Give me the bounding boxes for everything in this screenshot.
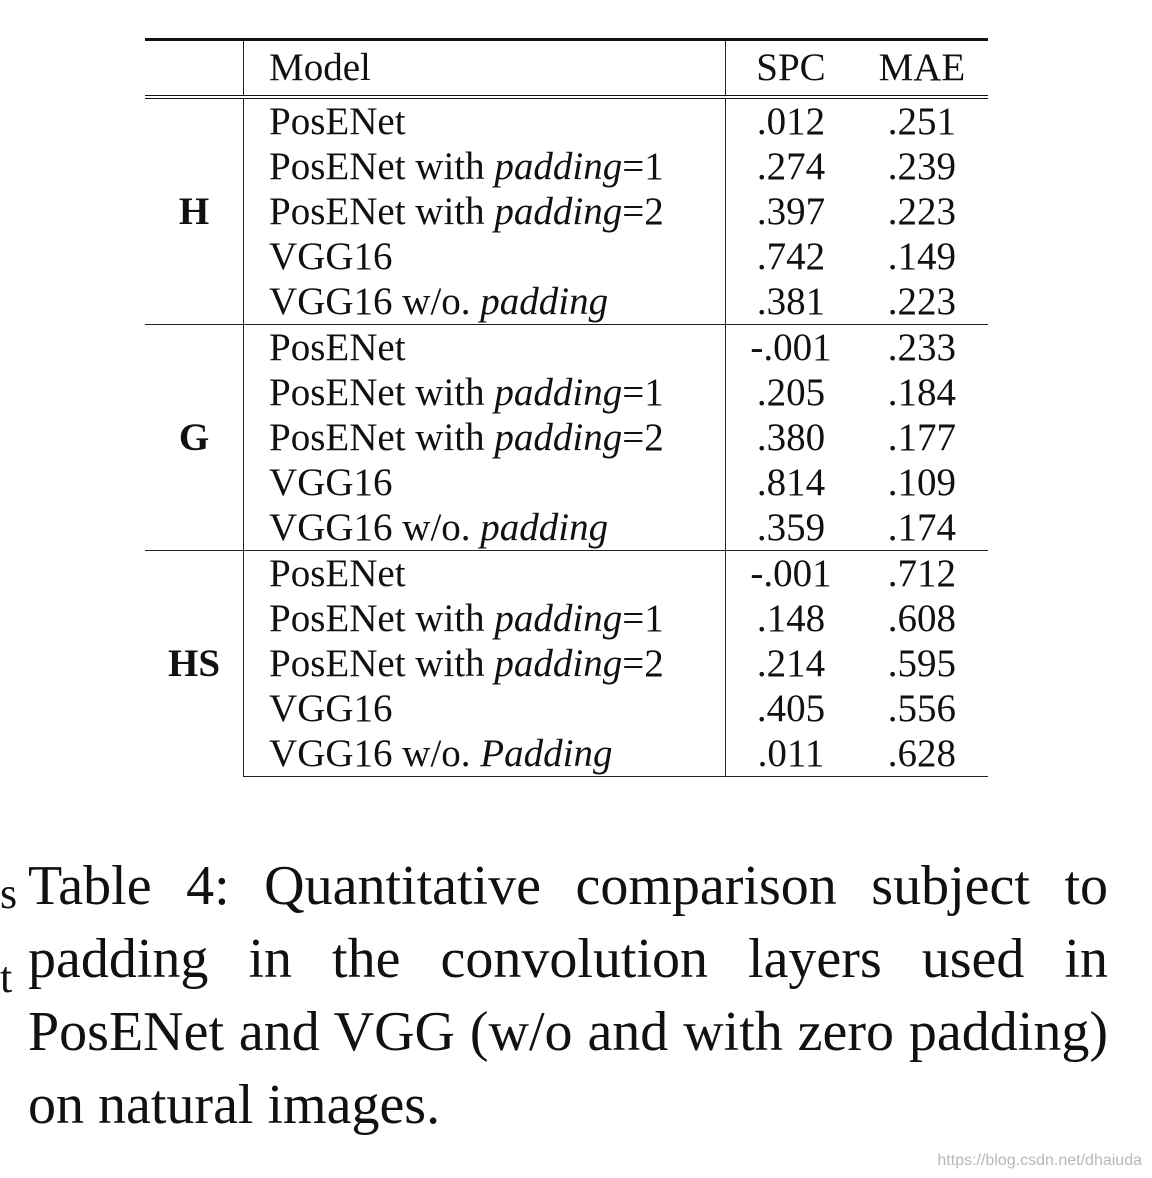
model-italic-term: padding [480, 506, 609, 549]
group-label: G [145, 325, 244, 551]
table-row [145, 325, 988, 371]
mae-value: .184 [887, 371, 957, 414]
spc-value: .381 [756, 280, 826, 323]
spc-value: .214 [756, 642, 826, 685]
watermark: https://blog.csdn.net/dhaiuda [937, 1152, 1142, 1169]
mae-value: .233 [856, 325, 988, 371]
model-name: PosENet with [269, 416, 495, 459]
model-cell [244, 144, 726, 189]
model-suffix: =1 [622, 371, 664, 414]
group-h [145, 97, 988, 325]
model-name: PosENet with [269, 597, 495, 640]
spc-value: .011 [726, 731, 856, 777]
model-cell [244, 596, 726, 641]
results-table-container [145, 38, 988, 777]
table-row [145, 144, 988, 189]
model-italic-term: padding [494, 371, 623, 414]
table-caption: Table 4: Quantitative comparison subject to padding in the convolution layers used in PosENet and VGG (w/o and with zero padding) on natural images. [28, 855, 1108, 1136]
model-cell [244, 325, 726, 371]
table-row [145, 234, 988, 279]
table-row [145, 415, 988, 460]
spc-value: .397 [756, 190, 826, 233]
mae-value: .251 [856, 97, 988, 144]
spc-value: .205 [756, 371, 826, 414]
group-g [145, 325, 988, 551]
model-cell [244, 97, 726, 144]
group-label: H [145, 97, 244, 325]
model-cell [244, 686, 726, 731]
mae-value: .174 [887, 506, 957, 549]
model-cell [244, 279, 726, 325]
spc-value: .742 [756, 235, 826, 278]
header-model: Model [244, 40, 726, 98]
model-italic-term: padding [494, 190, 623, 233]
results-table [145, 38, 988, 777]
spc-value: .380 [756, 416, 826, 459]
model-italic-term: padding [480, 280, 609, 323]
mae-value: .595 [887, 642, 957, 685]
mae-value: .712 [856, 551, 988, 597]
table-row [145, 279, 988, 325]
mae-value: .608 [887, 597, 957, 640]
mae-value: .177 [887, 416, 957, 459]
spc-value: .012 [726, 97, 856, 144]
mae-value: .239 [887, 145, 957, 188]
table-header-row [145, 40, 988, 98]
model-name: VGG16 w/o. [269, 506, 481, 549]
model-cell [244, 505, 726, 551]
model-cell [244, 641, 726, 686]
spc-value: -.001 [726, 551, 856, 597]
table-row [145, 551, 988, 597]
model-name: VGG16 [269, 461, 393, 504]
table-row [145, 686, 988, 731]
table-row [145, 641, 988, 686]
table-row [145, 460, 988, 505]
model-name: PosENet [269, 326, 406, 369]
model-italic-term: Padding [480, 732, 613, 775]
group-hs [145, 551, 988, 777]
spc-value: .405 [756, 687, 826, 730]
model-cell [244, 551, 726, 597]
spc-value: .814 [756, 461, 826, 504]
spc-value: -.001 [726, 325, 856, 371]
spc-value: .148 [756, 597, 826, 640]
model-cell [244, 731, 726, 777]
model-suffix: =1 [622, 145, 664, 188]
model-suffix: =2 [622, 416, 664, 459]
margin-fragment-1: s [0, 869, 18, 918]
model-name: VGG16 [269, 687, 393, 730]
mae-value: .628 [856, 731, 988, 777]
model-cell [244, 460, 726, 505]
model-cell [244, 189, 726, 234]
table-row [145, 370, 988, 415]
table-row [145, 189, 988, 234]
model-name: PosENet with [269, 145, 495, 188]
model-suffix: =2 [622, 642, 664, 685]
model-italic-term: padding [494, 416, 623, 459]
mae-value: .223 [887, 280, 957, 323]
model-name: VGG16 [269, 235, 393, 278]
group-label: HS [145, 551, 244, 777]
table-row [145, 97, 988, 144]
spc-value: .359 [756, 506, 826, 549]
table-row [145, 505, 988, 551]
model-italic-term: padding [494, 597, 623, 640]
model-name: VGG16 w/o. [269, 732, 481, 775]
table-row [145, 596, 988, 641]
mae-value: .109 [887, 461, 957, 504]
model-name: PosENet with [269, 190, 495, 233]
header-group [145, 40, 244, 98]
mae-value: .223 [887, 190, 957, 233]
model-cell [244, 234, 726, 279]
model-cell [244, 370, 726, 415]
mae-value: .556 [887, 687, 957, 730]
header-mae: MAE [856, 40, 988, 98]
model-cell [244, 415, 726, 460]
model-italic-term: padding [494, 145, 623, 188]
table-row [145, 731, 988, 777]
header-spc: SPC [726, 40, 856, 98]
mae-value: .149 [887, 235, 957, 278]
model-suffix: =2 [622, 190, 664, 233]
model-name: PosENet with [269, 642, 495, 685]
model-name: PosENet with [269, 371, 495, 414]
model-italic-term: padding [494, 642, 623, 685]
model-name: PosENet [269, 552, 406, 595]
model-name: VGG16 w/o. [269, 280, 481, 323]
model-name: PosENet [269, 100, 406, 143]
spc-value: .274 [756, 145, 826, 188]
margin-fragment-2: t [0, 953, 13, 1002]
model-suffix: =1 [622, 597, 664, 640]
